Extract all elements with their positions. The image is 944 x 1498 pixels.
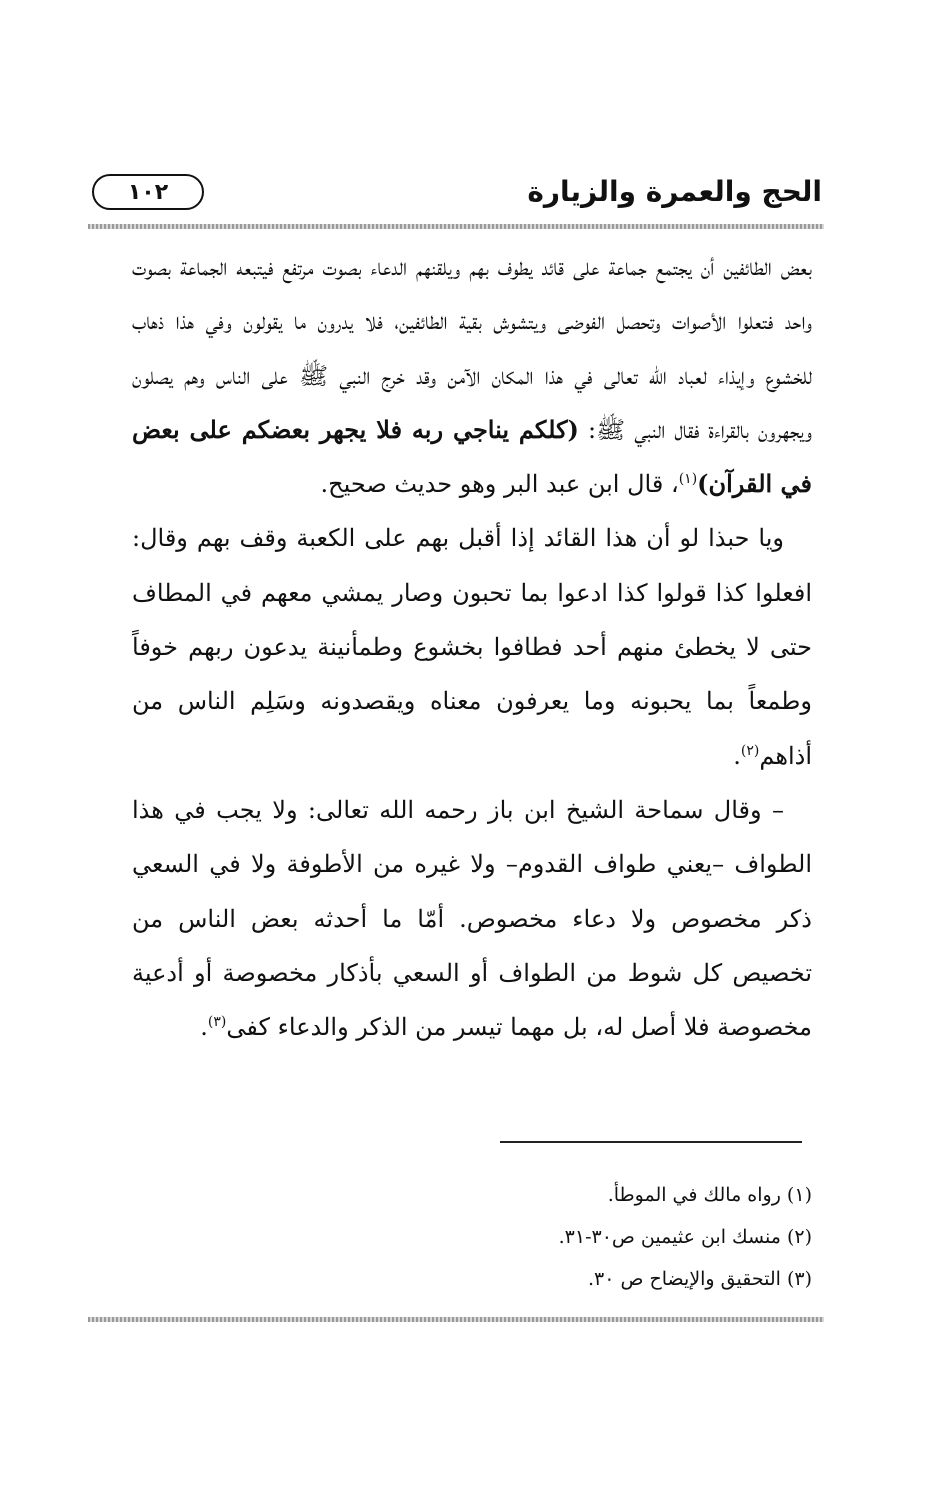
- footnote-3: (٣) التحقيق والإيضاح ص ٣٠.: [587, 1268, 812, 1290]
- footnote-2: (٢) منسك ابن عثيمين ص٣٠-٣١.: [558, 1226, 812, 1248]
- page-number: ١٠٢: [92, 174, 204, 210]
- header-rule: [88, 224, 824, 229]
- paragraph-3: [132, 783, 812, 1054]
- hadith-quote: (كلكم يناجي ربه فلا يجهر بعضكم على بعض في القرآن): [132, 414, 812, 499]
- paragraph-2-end: .: [733, 741, 741, 770]
- footnote-1: (١) رواه مالك في الموطأ.: [607, 1184, 812, 1206]
- paragraph-3-end: .: [200, 1013, 208, 1042]
- footnote-ref-3: (٣): [207, 1014, 227, 1031]
- footnote-ref-1: (١): [678, 471, 698, 488]
- footnotes: [132, 1174, 812, 1300]
- footnote-ref-2: (٢): [740, 742, 760, 759]
- paragraph-3-text: – وقال سماحة الشيخ ابن باز رحمه الله تعالى: ولا يجب في هذا الطواف –يعني طواف القدوم– ولا غيره من الأطوفة ولا في السعي ذكر مخصوص ولا دعاء مخصوص. أمّا ما أحدثه بعض الناس من تخصيص كل شوط من الطواف أو السعي بأذكار مخصوصة أو أدعية مخصوصة فلا أصل له، بل مهما تيسر من الذكر والدعاء كفى: [132, 795, 812, 1042]
- footnote-separator: [500, 1141, 802, 1143]
- footer-rule: [88, 1317, 824, 1322]
- paragraph-1-tail: ، قال ابن عبد البر وهو حديث صحيح.: [320, 470, 679, 499]
- paragraph-1: [132, 240, 812, 511]
- paragraph-2-text: ويا حبذا لو أن هذا القائد إذا أقبل بهم على الكعبة وقف بهم وقال: افعلوا كذا قولوا كذا ادعوا بما تحبون وصار يمشي معهم في المطاف حتى لا يخطئ منهم أحد فطافوا بخشوع وطمأنينة يدعون ربهم خوفاً وطمعاً بما يحبونه وما يعرفون معناه ويقصدونه وسَلِم الناس من أذاهم: [132, 524, 812, 770]
- book-title: الحج والعمرة والزيارة: [527, 175, 822, 208]
- running-header: [92, 168, 822, 224]
- paragraph-1-text: بعض الطائفين أن يجتمع جماعة على قائد يطوف بهم ويلقنهم الدعاء بصوت مرتفع فيتبعه الجماعة بصوت واحد فتعلوا الأصوات وتحصل الفوضى ويتشوش بقية الطائفين، فلا يدرون ما يقولون وفي هذا ذهاب للخشوع وإيذاء لعباد الله تعالى في هذا المكان الآمن وقد خرج النبي ﷺ على الناس وهم يصلون ويجهرون بالقراءة فقال النبي ﷺ:: [132, 253, 813, 444]
- paragraph-2: [132, 511, 812, 782]
- body-text: [132, 240, 812, 1054]
